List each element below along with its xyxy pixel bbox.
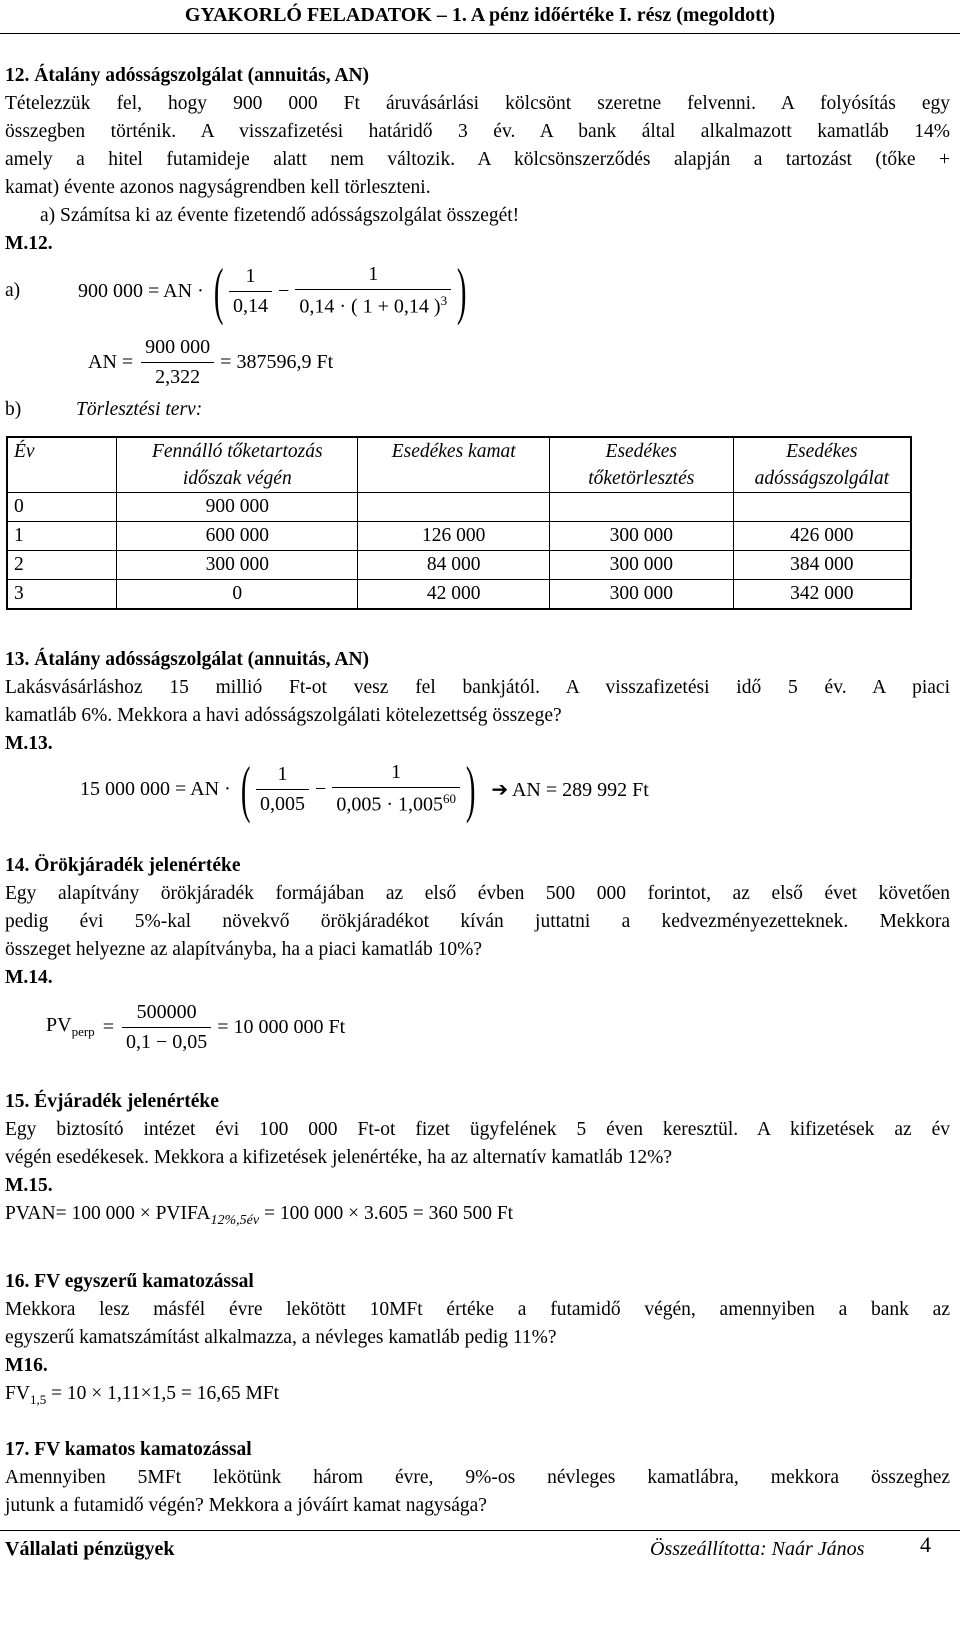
task15-body-line1: Egy biztosító intézet évi 100 000 Ft-ot fizet ügyfelének 5 éven keresztül. A kifizetések az év bbox=[5, 1119, 950, 1140]
eq13-f2-den: $0,005 \cdot 1,005^{60}$ bbox=[332, 787, 460, 817]
task12-annuity-equation bbox=[78, 254, 472, 328]
cell-interest-due: 42 000 bbox=[358, 580, 549, 610]
task14-solution-label: M.14. bbox=[5, 967, 53, 988]
cell-debt-service bbox=[733, 493, 911, 522]
task16-body-line1: Mekkora lesz másfél évre lekötött 10MFt értéke a futamidő végén, amennyiben a bank az bbox=[5, 1299, 950, 1320]
eq1-exponent: 3 bbox=[440, 293, 448, 309]
eq13-f1-num: 1 bbox=[277, 762, 288, 785]
col-header-outstanding-principal: Fennálló tőketartozás időszak végén bbox=[117, 437, 358, 493]
eq2-den: 2,322 bbox=[141, 362, 214, 389]
cell-interest-due: 84 000 bbox=[358, 551, 549, 580]
eq13-lhs: 15 000 000 = AN · bbox=[80, 777, 231, 800]
task12-body-line2: összegben történik. A visszafizetési határidő 3 év. A bank által alkalmazott kamatláb 14% bbox=[5, 121, 950, 142]
cell-debt-service: 426 000 bbox=[733, 522, 911, 551]
eq1-f1-den: 0,14 bbox=[229, 291, 272, 318]
cell-interest-due: 126 000 bbox=[358, 522, 549, 551]
task12-part-a-label: a) bbox=[5, 280, 21, 301]
task12-question: a) Számítsa ki az évente fizetendő adósságszolgálat összegét! bbox=[40, 205, 520, 226]
cell-principal-repayment: 300 000 bbox=[549, 580, 733, 610]
repayment-schedule-table bbox=[6, 436, 912, 610]
cell-outstanding-principal: 600 000 bbox=[117, 522, 358, 551]
col-header-year: Év bbox=[7, 437, 117, 493]
task14-title: 14. Örökjáradék jelenértéke bbox=[5, 855, 241, 876]
cell-principal-repayment: 300 000 bbox=[549, 522, 733, 551]
cell-year: 3 bbox=[7, 580, 117, 610]
task13-solution-label: M.13. bbox=[5, 733, 53, 754]
task14-body-line1: Egy alapítvány örökjáradék formájában az első évben 500 000 forintot, az első évet követően bbox=[5, 883, 950, 904]
eq1-open-paren: ( bbox=[213, 255, 224, 326]
eq13-result: ➔ AN = 289 992 Ft bbox=[491, 778, 649, 801]
task15-equation: PVAN= 100 $000 \times PVIFA_{12\%,5év} = 100$ 000 × 3.605 = 360 500 Ft bbox=[5, 1203, 514, 1228]
footer-author: Összeállította: Naár János bbox=[650, 1538, 865, 1560]
eq1-f1-num: 1 bbox=[245, 264, 256, 287]
cell-year: 1 bbox=[7, 522, 117, 551]
footer-rule bbox=[0, 1530, 960, 1531]
col-header-principal-repayment: Esedékes tőketörlesztés bbox=[549, 437, 733, 493]
eq13-exponent: 60 bbox=[443, 791, 456, 807]
eq1-minus: − bbox=[278, 279, 290, 302]
cell-outstanding-principal: 900 000 bbox=[117, 493, 358, 522]
eq1-fraction-1 bbox=[229, 265, 272, 318]
eq13-close-paren: ) bbox=[465, 753, 476, 824]
task13-body-line1: Lakásvásárláshoz 15 millió Ft-ot vesz fel bankjától. A visszafizetési idő 5 év. A piaci bbox=[5, 677, 950, 698]
eq13-fraction-1 bbox=[256, 763, 309, 816]
eq1-lhs: 900 000 = AN · bbox=[78, 279, 204, 302]
eq14-den: 0,1 − 0,05 bbox=[122, 1027, 211, 1054]
task13-title: 13. Átalány adósságszolgálat (annuitás, AN) bbox=[5, 649, 370, 670]
task12-an-result-equation bbox=[88, 332, 333, 392]
eq1-f2-num: 1 bbox=[368, 263, 379, 286]
task13-body-line2: kamatláb 6%. Mekkora a havi adósságszolgálati kötelezettség összege? bbox=[5, 705, 562, 726]
task17-body-line1: Amennyiben 5MFt lekötünk három évre, 9%-os névleges kamatlábra, mekkora összeghez bbox=[5, 1467, 950, 1488]
task14-body-line3: összeget helyezne az alapítványba, ha a piaci kamatláb 10%? bbox=[5, 939, 482, 960]
task15-body-line2: végén esedékesek. Mekkora a kifizetések jelenértéke, ha az alternatív kamatláb 12%? bbox=[5, 1147, 672, 1168]
task14-body-line2: pedig évi 5%-kal növekvő örökjáradékot kíván juttatni a kedvezményezetteknek. Mekkora bbox=[5, 911, 950, 932]
eq14-rhs: = 10 000 000 Ft bbox=[217, 1015, 346, 1038]
cell-year: 2 bbox=[7, 551, 117, 580]
eq13-open-paren: ( bbox=[240, 753, 251, 824]
eq14-fraction bbox=[122, 1001, 211, 1054]
col-header-debt-service: Esedékes adósságszolgálat bbox=[733, 437, 911, 493]
task17-body-line2: jutunk a futamidő végén? Mekkora a jóváírt kamat nagysága? bbox=[5, 1495, 487, 1516]
task12-title: 12. Átalány adósságszolgálat (annuitás, AN) bbox=[5, 65, 370, 86]
eq1-close-paren: ) bbox=[456, 255, 467, 326]
task12-body-line4: kamat) évente azonos nagyságrendben kell törleszteni. bbox=[5, 177, 431, 198]
eq14-equals: = bbox=[102, 1015, 114, 1038]
task13-annuity-equation bbox=[80, 752, 649, 826]
table-row bbox=[7, 493, 911, 522]
table-row bbox=[7, 551, 911, 580]
task14-perpetuity-equation bbox=[46, 992, 345, 1062]
cell-debt-service: 384 000 bbox=[733, 551, 911, 580]
task12-body-line1: Tételezzük fel, hogy 900 000 Ft áruvásárlási kölcsönt szeretne felvenni. A folyósítás egy bbox=[5, 93, 950, 114]
cell-principal-repayment bbox=[549, 493, 733, 522]
eq13-f1-den: 0,005 bbox=[256, 789, 309, 816]
task12-part-b-label: b) bbox=[5, 399, 22, 420]
eq13-f2-num: 1 bbox=[391, 761, 402, 784]
eq2-fraction bbox=[141, 336, 214, 389]
footer-page-number: 4 bbox=[920, 1532, 931, 1557]
task15-solution-label: M.15. bbox=[5, 1175, 53, 1196]
eq14-pv: $PV_{perp}$ bbox=[46, 1014, 95, 1039]
table-header-row bbox=[7, 437, 911, 493]
task16-equation: $FV_{1,5} = 10 \times 1,11\times 1,5 = 16,65$ MFt bbox=[5, 1383, 280, 1407]
cell-principal-repayment: 300 000 bbox=[549, 551, 733, 580]
eq2-lhs: AN = bbox=[88, 350, 134, 373]
eq13-minus: − bbox=[315, 777, 327, 800]
eq1-fraction-2 bbox=[295, 263, 451, 319]
task12-solution-label: M.12. bbox=[5, 233, 53, 254]
task16-title: 16. FV egyszerű kamatozással bbox=[5, 1271, 254, 1292]
header-rule bbox=[0, 33, 960, 34]
task16-solution-label: M16. bbox=[5, 1355, 48, 1376]
task15-title: 15. Évjáradék jelenértéke bbox=[5, 1091, 219, 1112]
eq14-num: 500000 bbox=[136, 1000, 197, 1023]
col-header-interest-due: Esedékes kamat bbox=[358, 437, 549, 493]
eq13-fraction-2 bbox=[332, 761, 460, 817]
cell-debt-service: 342 000 bbox=[733, 580, 911, 610]
task12-part-b-text: Törlesztési terv: bbox=[76, 399, 203, 420]
cell-interest-due bbox=[358, 493, 549, 522]
table-row bbox=[7, 580, 911, 610]
footer-course-name: Vállalati pénzügyek bbox=[5, 1538, 175, 1560]
eq1-f2-den: 0,14 · ( 1 + 0,14 )$^3$ bbox=[295, 289, 451, 319]
eq2-num: 900 000 bbox=[145, 335, 211, 358]
task16-body-line2: egyszerű kamatszámítást alkalmazza, a névleges kamatláb pedig 11%? bbox=[5, 1327, 557, 1348]
cell-outstanding-principal: 300 000 bbox=[117, 551, 358, 580]
table-row bbox=[7, 522, 911, 551]
page-header-title: GYAKORLÓ FELADATOK – 1. A pénz időértéke I. rész (megoldott) bbox=[184, 4, 776, 26]
task17-title: 17. FV kamatos kamatozással bbox=[5, 1439, 252, 1460]
eq2-rhs: = 387596,9 Ft bbox=[220, 350, 334, 373]
task12-body-line3: amely a hitel futamideje alatt nem változik. A kölcsönszerződés alapján a tartozást (tőke + bbox=[5, 149, 950, 170]
cell-year: 0 bbox=[7, 493, 117, 522]
cell-outstanding-principal: 0 bbox=[117, 580, 358, 610]
